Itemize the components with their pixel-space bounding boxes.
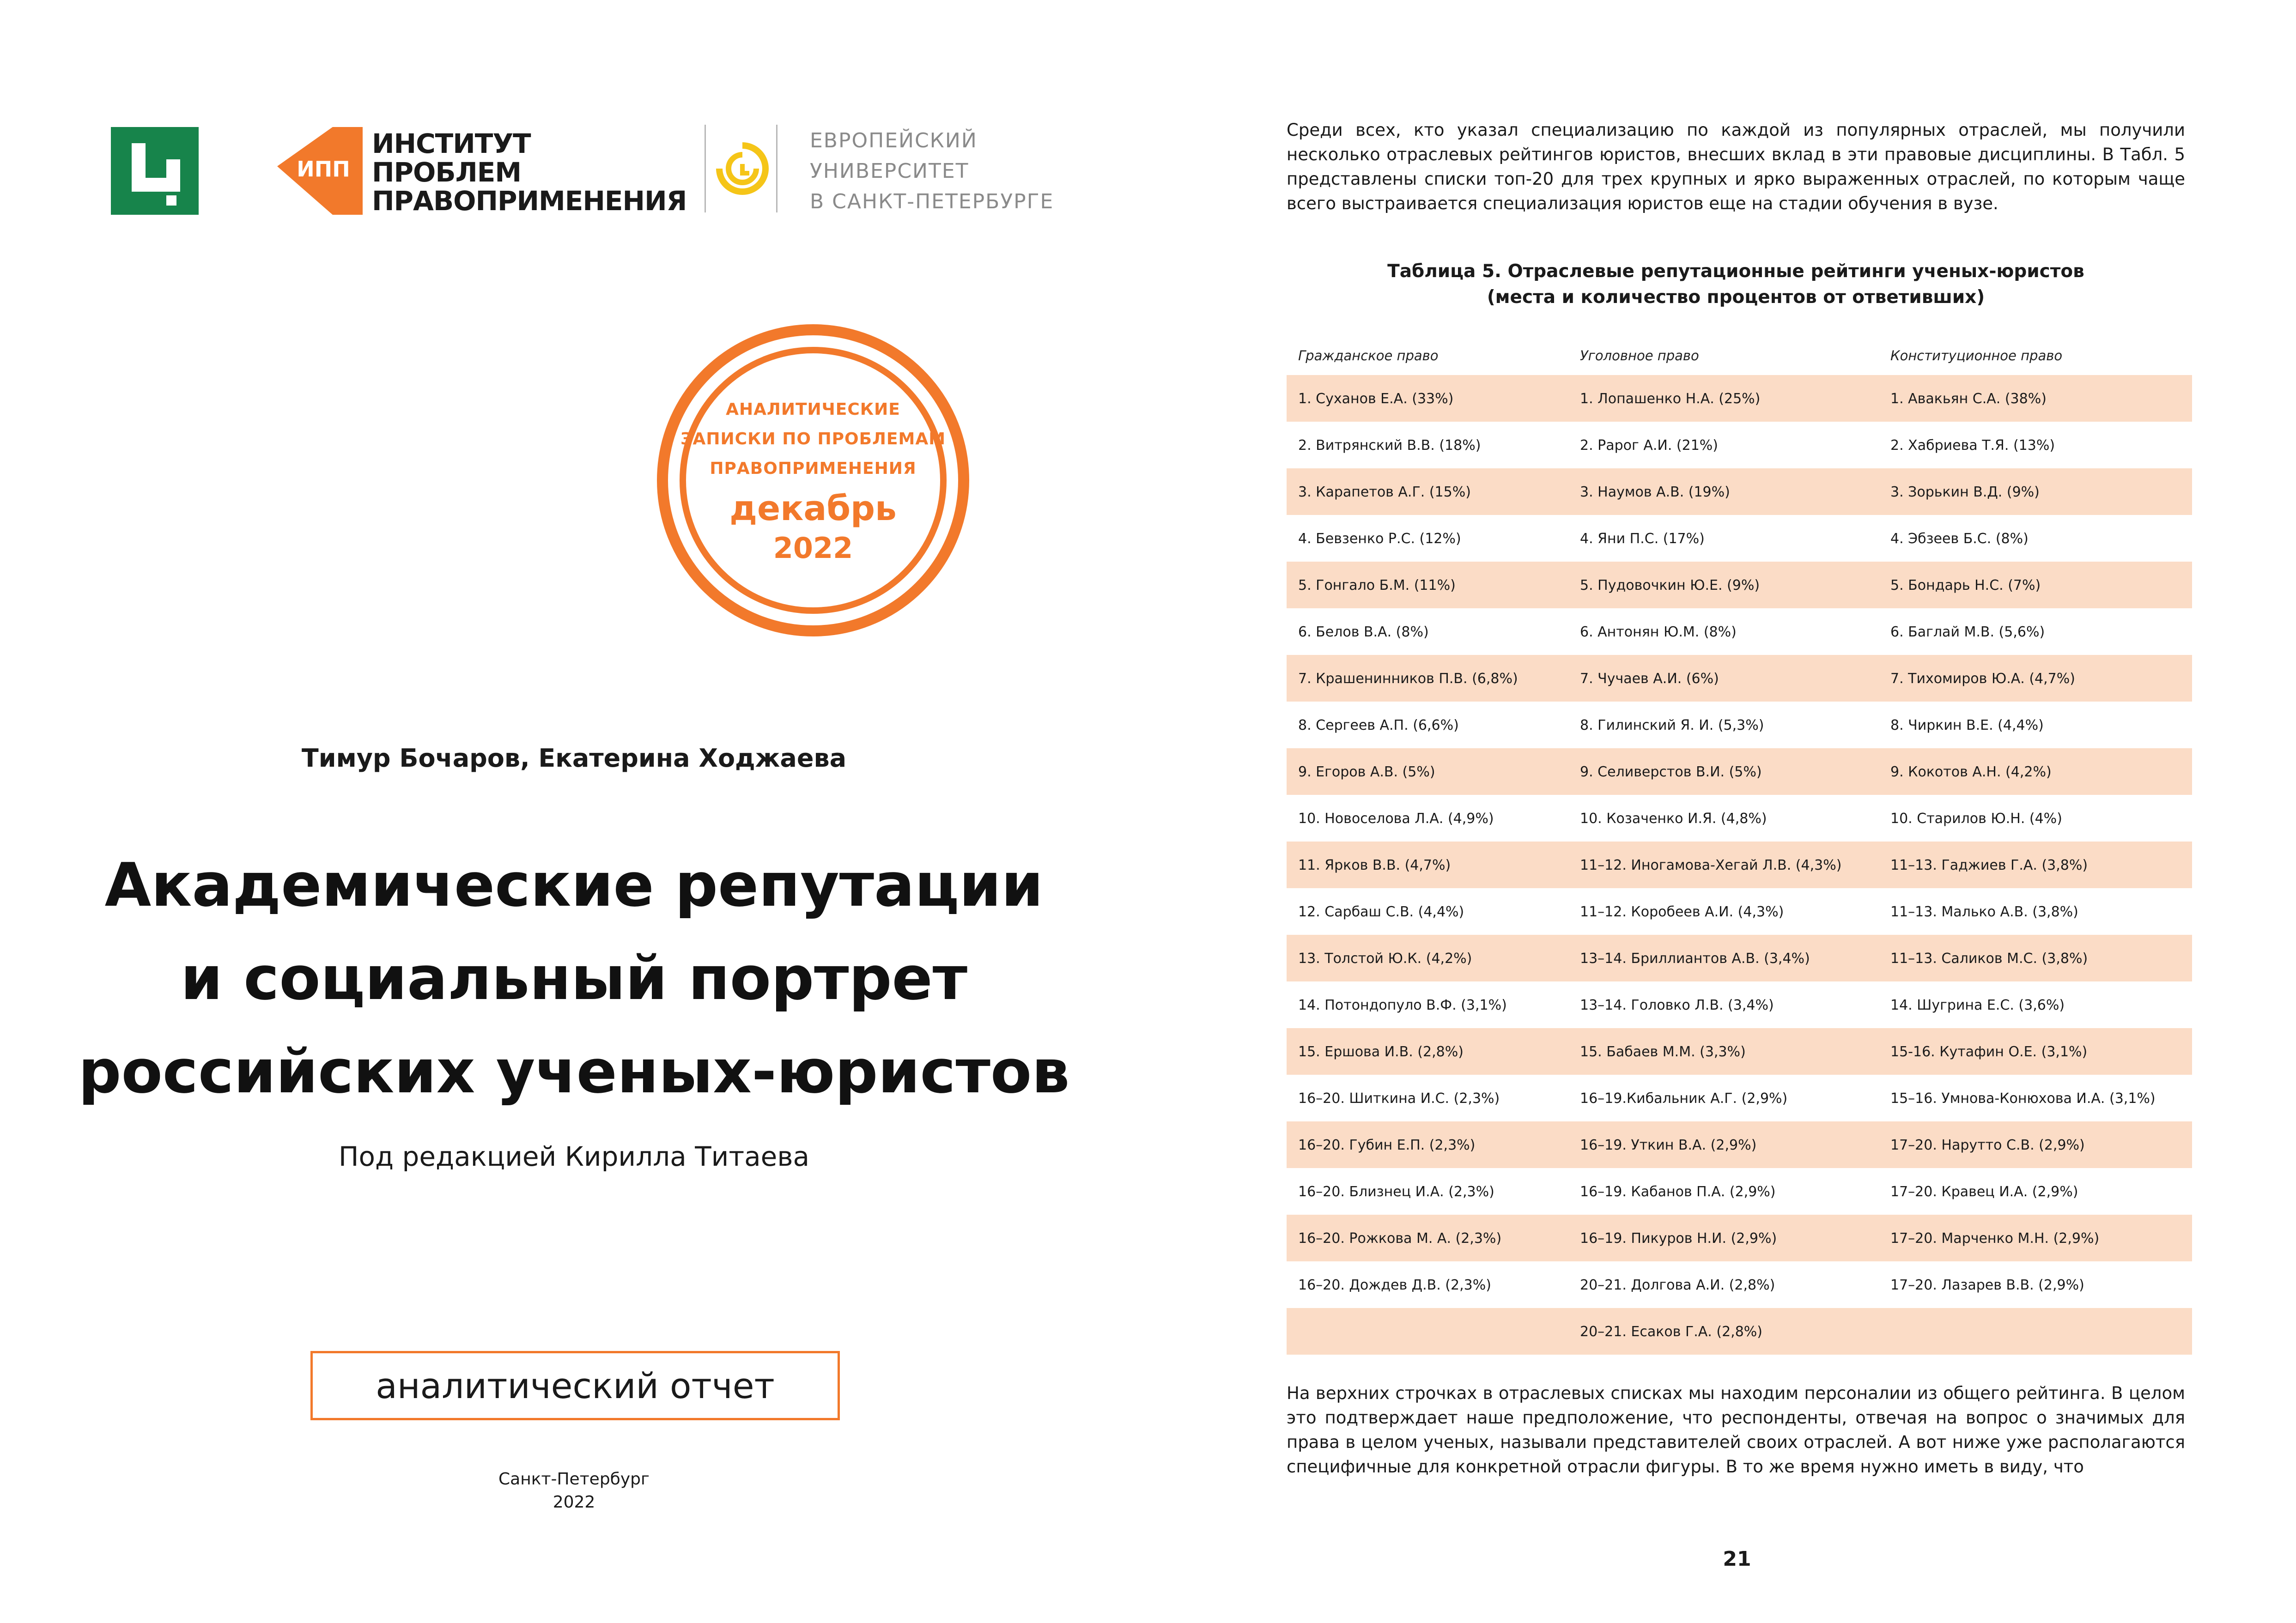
cell-civil: 8. Сергеев А.П. (6,6%) [1298, 717, 1459, 733]
cell-constitutional: 10. Старилов Ю.Н. (4%) [1890, 811, 2062, 827]
eu-logo-wordmark [810, 126, 1054, 217]
cell-constitutional: 6. Баглай М.В. (5,6%) [1890, 624, 2045, 640]
eu-line-3: В САНКТ-ПЕТЕРБУРГЕ [810, 190, 1054, 213]
table-row [1287, 1028, 2192, 1075]
cell-criminal: 11–12. Иногамова-Хегай Л.В. (4,3%) [1580, 857, 1842, 873]
seal-text [656, 323, 970, 637]
title-line-1: Академические репутации [104, 850, 1044, 920]
ipp-logo [277, 125, 687, 217]
imprint-year: 2022 [553, 1493, 595, 1512]
table-caption-line-1: Таблица 5. Отраслевые репутационные рейтинги ученых-юристов [1387, 261, 2084, 282]
table-row [1287, 515, 2192, 562]
cell-constitutional: 15-16. Кутафин О.Е. (3,1%) [1890, 1044, 2088, 1060]
cell-civil: 9. Егоров А.В. (5%) [1298, 764, 1435, 780]
seal-line-1: АНАЛИТИЧЕСКИЕ [726, 400, 900, 419]
cell-criminal: 7. Чучаев А.И. (6%) [1580, 671, 1719, 687]
cell-constitutional: 11–13. Саликов М.С. (3,8%) [1890, 951, 2088, 967]
imprint [0, 1468, 1148, 1514]
table-row [1287, 562, 2192, 608]
table-row [1287, 1075, 2192, 1121]
cell-constitutional: 4. Эбзеев Б.С. (8%) [1890, 531, 2029, 547]
cell-criminal: 5. Пудовочкин Ю.Е. (9%) [1580, 577, 1760, 593]
cell-civil: 10. Новоселова Л.А. (4,9%) [1298, 811, 1494, 827]
ipp-line-3: ПРАВОПРИМЕНЕНИЯ [372, 185, 687, 217]
cell-constitutional: 17–20. Нарутто С.В. (2,9%) [1890, 1137, 2085, 1153]
cell-criminal: 9. Селиверстов В.И. (5%) [1580, 764, 1762, 780]
table-row [1287, 842, 2192, 888]
green-center-logo [111, 127, 199, 215]
editor-credit: Под редакцией Кирилла Титаева [338, 1141, 810, 1172]
rating-table [1287, 375, 2192, 1355]
table-row [1287, 795, 2192, 842]
eu-line-1: ЕВРОПЕЙСКИЙ [810, 129, 978, 152]
header-criminal-law: Уголовное право [1580, 348, 1699, 363]
intro-paragraph: Среди всех, кто указал специализацию по каждой из популярных отраслей, мы получили несколько отраслевых рейтингов юристов, внесших вклад в эти правовые дисциплины. В Табл. 5 представлены списки топ-20 для трех крупных и ярко выраженных отраслей, по которым чаще всего выстраивается специализация юристов еще на стадии обучения в вузе. [1287, 120, 2185, 213]
cell-civil: 15. Ершова И.В. (2,8%) [1298, 1044, 1464, 1060]
ipp-logo-wordmark [372, 129, 686, 215]
ipp-badge-text: ИПП [297, 157, 350, 182]
cell-constitutional: 1. Авакьян С.А. (38%) [1890, 391, 2047, 407]
cell-civil: 12. Сарбаш С.В. (4,4%) [1298, 904, 1464, 920]
cell-constitutional: 8. Чиркин В.Е. (4,4%) [1890, 717, 2044, 733]
cell-criminal: 1. Лопашенко Н.А. (25%) [1580, 391, 1761, 407]
cell-criminal: 11–12. Коробеев А.И. (4,3%) [1580, 904, 1784, 920]
cell-criminal: 6. Антонян Ю.М. (8%) [1580, 624, 1737, 640]
cell-civil: 14. Потондопуло В.Ф. (3,1%) [1298, 997, 1507, 1013]
cell-criminal: 4. Яни П.С. (17%) [1580, 531, 1705, 547]
cell-criminal: 3. Наумов А.В. (19%) [1580, 484, 1730, 500]
cell-civil: 7. Крашенинников П.В. (6,8%) [1298, 671, 1518, 687]
cell-civil: 16–20. Близнец И.А. (2,3%) [1298, 1184, 1494, 1200]
series-seal [656, 323, 970, 637]
title-line-3: российских ученых-юристов [78, 1036, 1070, 1107]
cell-criminal: 20–21. Долгова А.И. (2,8%) [1580, 1277, 1775, 1293]
seal-line-2: ЗАПИСКИ ПО ПРОБЛЕМАМ [680, 430, 946, 448]
cell-constitutional: 7. Тихомиров Ю.А. (4,7%) [1890, 671, 2075, 687]
eu-line-2: УНИВЕРСИТЕТ [810, 159, 969, 183]
cell-criminal: 15. Бабаев М.М. (3,3%) [1580, 1044, 1746, 1060]
cell-criminal: 2. Рарог А.И. (21%) [1580, 437, 1718, 454]
seal-month: декабрь [729, 489, 897, 528]
cell-constitutional: 17–20. Лазарев В.В. (2,9%) [1890, 1277, 2084, 1293]
authors: Тимур Бочаров, Екатерина Ходжаева [301, 744, 847, 773]
cell-civil: 3. Карапетов А.Г. (15%) [1298, 484, 1471, 500]
table-row [1287, 748, 2192, 795]
cell-civil: 4. Бевзенко Р.С. (12%) [1298, 531, 1461, 547]
report-title [0, 838, 1148, 1118]
cell-civil: 1. Суханов Е.А. (33%) [1298, 391, 1454, 407]
cell-criminal: 8. Гилинский Я. И. (5,3%) [1580, 717, 1764, 733]
seal-year: 2022 [773, 531, 853, 565]
cell-civil: 16–20. Рожкова М. А. (2,3%) [1298, 1230, 1502, 1247]
ipp-arrow-icon [277, 125, 370, 217]
cell-criminal: 20–21. Есаков Г.А. (2,8%) [1580, 1324, 1762, 1340]
cell-criminal: 16–19. Уткин В.А. (2,9%) [1580, 1137, 1757, 1153]
table-caption-line-2: (места и количество процентов от ответивших) [1487, 287, 1985, 308]
cell-civil: 2. Витрянский В.В. (18%) [1298, 437, 1481, 454]
table-row [1287, 608, 2192, 655]
cell-constitutional: 5. Бондарь Н.С. (7%) [1890, 577, 2041, 593]
table-row [1287, 702, 2192, 748]
imprint-city: Санкт-Петербург [498, 1470, 650, 1489]
cell-constitutional: 9. Кокотов А.Н. (4,2%) [1890, 764, 2052, 780]
cell-constitutional: 11–13. Гаджиев Г.А. (3,8%) [1890, 857, 2088, 873]
cell-criminal: 10. Козаченко И.Я. (4,8%) [1580, 811, 1767, 827]
eu-divider-left [705, 125, 706, 212]
outro-paragraph: На верхних строчках в отраслевых списках мы находим персоналии из общего рейтинга. В целом это подтверждает наше предположение, что респонденты, отвечая на вопрос о значимых для права в целом ученых, называли представителей своих отраслей. А вот ниже уже располагаются специфичные для конкретной отрасли фигуры. В то же время нужно иметь в виду, что [1287, 1383, 2185, 1477]
table-row [1287, 468, 2192, 515]
table-caption [1287, 259, 2185, 310]
title-line-2: и социальный портрет [180, 943, 968, 1013]
cell-civil: 16–20. Губин Е.П. (2,3%) [1298, 1137, 1476, 1153]
table-row [1287, 888, 2192, 935]
cell-criminal: 16–19. Пикуров Н.И. (2,9%) [1580, 1230, 1777, 1247]
eu-divider-right [776, 125, 777, 212]
cell-civil: 5. Гонгало Б.М. (11%) [1298, 577, 1456, 593]
table-row [1287, 375, 2192, 422]
cell-civil: 16–20. Дождев Д.В. (2,3%) [1298, 1277, 1491, 1293]
green-logo-icon [111, 127, 199, 215]
cell-constitutional: 2. Хабриева Т.Я. (13%) [1890, 437, 2055, 454]
ipp-line-1: ИНСТИТУТ [372, 128, 531, 159]
cell-constitutional: 14. Шугрина Е.С. (3,6%) [1890, 997, 2065, 1013]
seal-line-3: ПРАВОПРИМЕНЕНИЯ [710, 459, 917, 478]
table-row [1287, 1308, 2192, 1355]
cell-civil: 13. Толстой Ю.К. (4,2%) [1298, 951, 1472, 967]
ipp-line-2: ПРОБЛЕМ [372, 157, 522, 188]
table-row [1287, 935, 2192, 981]
eu-logo [705, 120, 1054, 217]
cell-criminal: 16–19.Кибальник А.Г. (2,9%) [1580, 1090, 1788, 1107]
cell-criminal: 13–14. Головко Л.В. (3,4%) [1580, 997, 1774, 1013]
header-civil-law: Гражданское право [1298, 348, 1439, 363]
cell-constitutional: 17–20. Марченко М.Н. (2,9%) [1890, 1230, 2100, 1247]
cell-civil: 16–20. Шиткина И.С. (2,3%) [1298, 1090, 1500, 1107]
table-row [1287, 655, 2192, 702]
cell-constitutional: 15–16. Умнова-Конюхова И.А. (3,1%) [1890, 1090, 2156, 1107]
table-row [1287, 422, 2192, 468]
table-row [1287, 1168, 2192, 1215]
cell-constitutional: 11–13. Малько А.В. (3,8%) [1890, 904, 2078, 920]
table-header [1287, 344, 2192, 367]
cell-criminal: 16–19. Кабанов П.А. (2,9%) [1580, 1184, 1776, 1200]
table-row [1287, 1121, 2192, 1168]
eu-spiral-icon [715, 141, 770, 196]
cell-civil: 11. Ярков В.В. (4,7%) [1298, 857, 1451, 873]
table-row [1287, 1261, 2192, 1308]
page-number: 21 [1723, 1547, 1751, 1571]
table-row [1287, 981, 2192, 1028]
cell-constitutional: 17–20. Кравец И.А. (2,9%) [1890, 1184, 2078, 1200]
cell-criminal: 13–14. Бриллиантов А.В. (3,4%) [1580, 951, 1810, 967]
report-type-box: аналитический отчет [310, 1351, 840, 1420]
header-constitutional-law: Конституционное право [1890, 348, 2063, 363]
table-row [1287, 1215, 2192, 1261]
cell-constitutional: 3. Зорькин В.Д. (9%) [1890, 484, 2040, 500]
cell-civil: 6. Белов В.А. (8%) [1298, 624, 1429, 640]
